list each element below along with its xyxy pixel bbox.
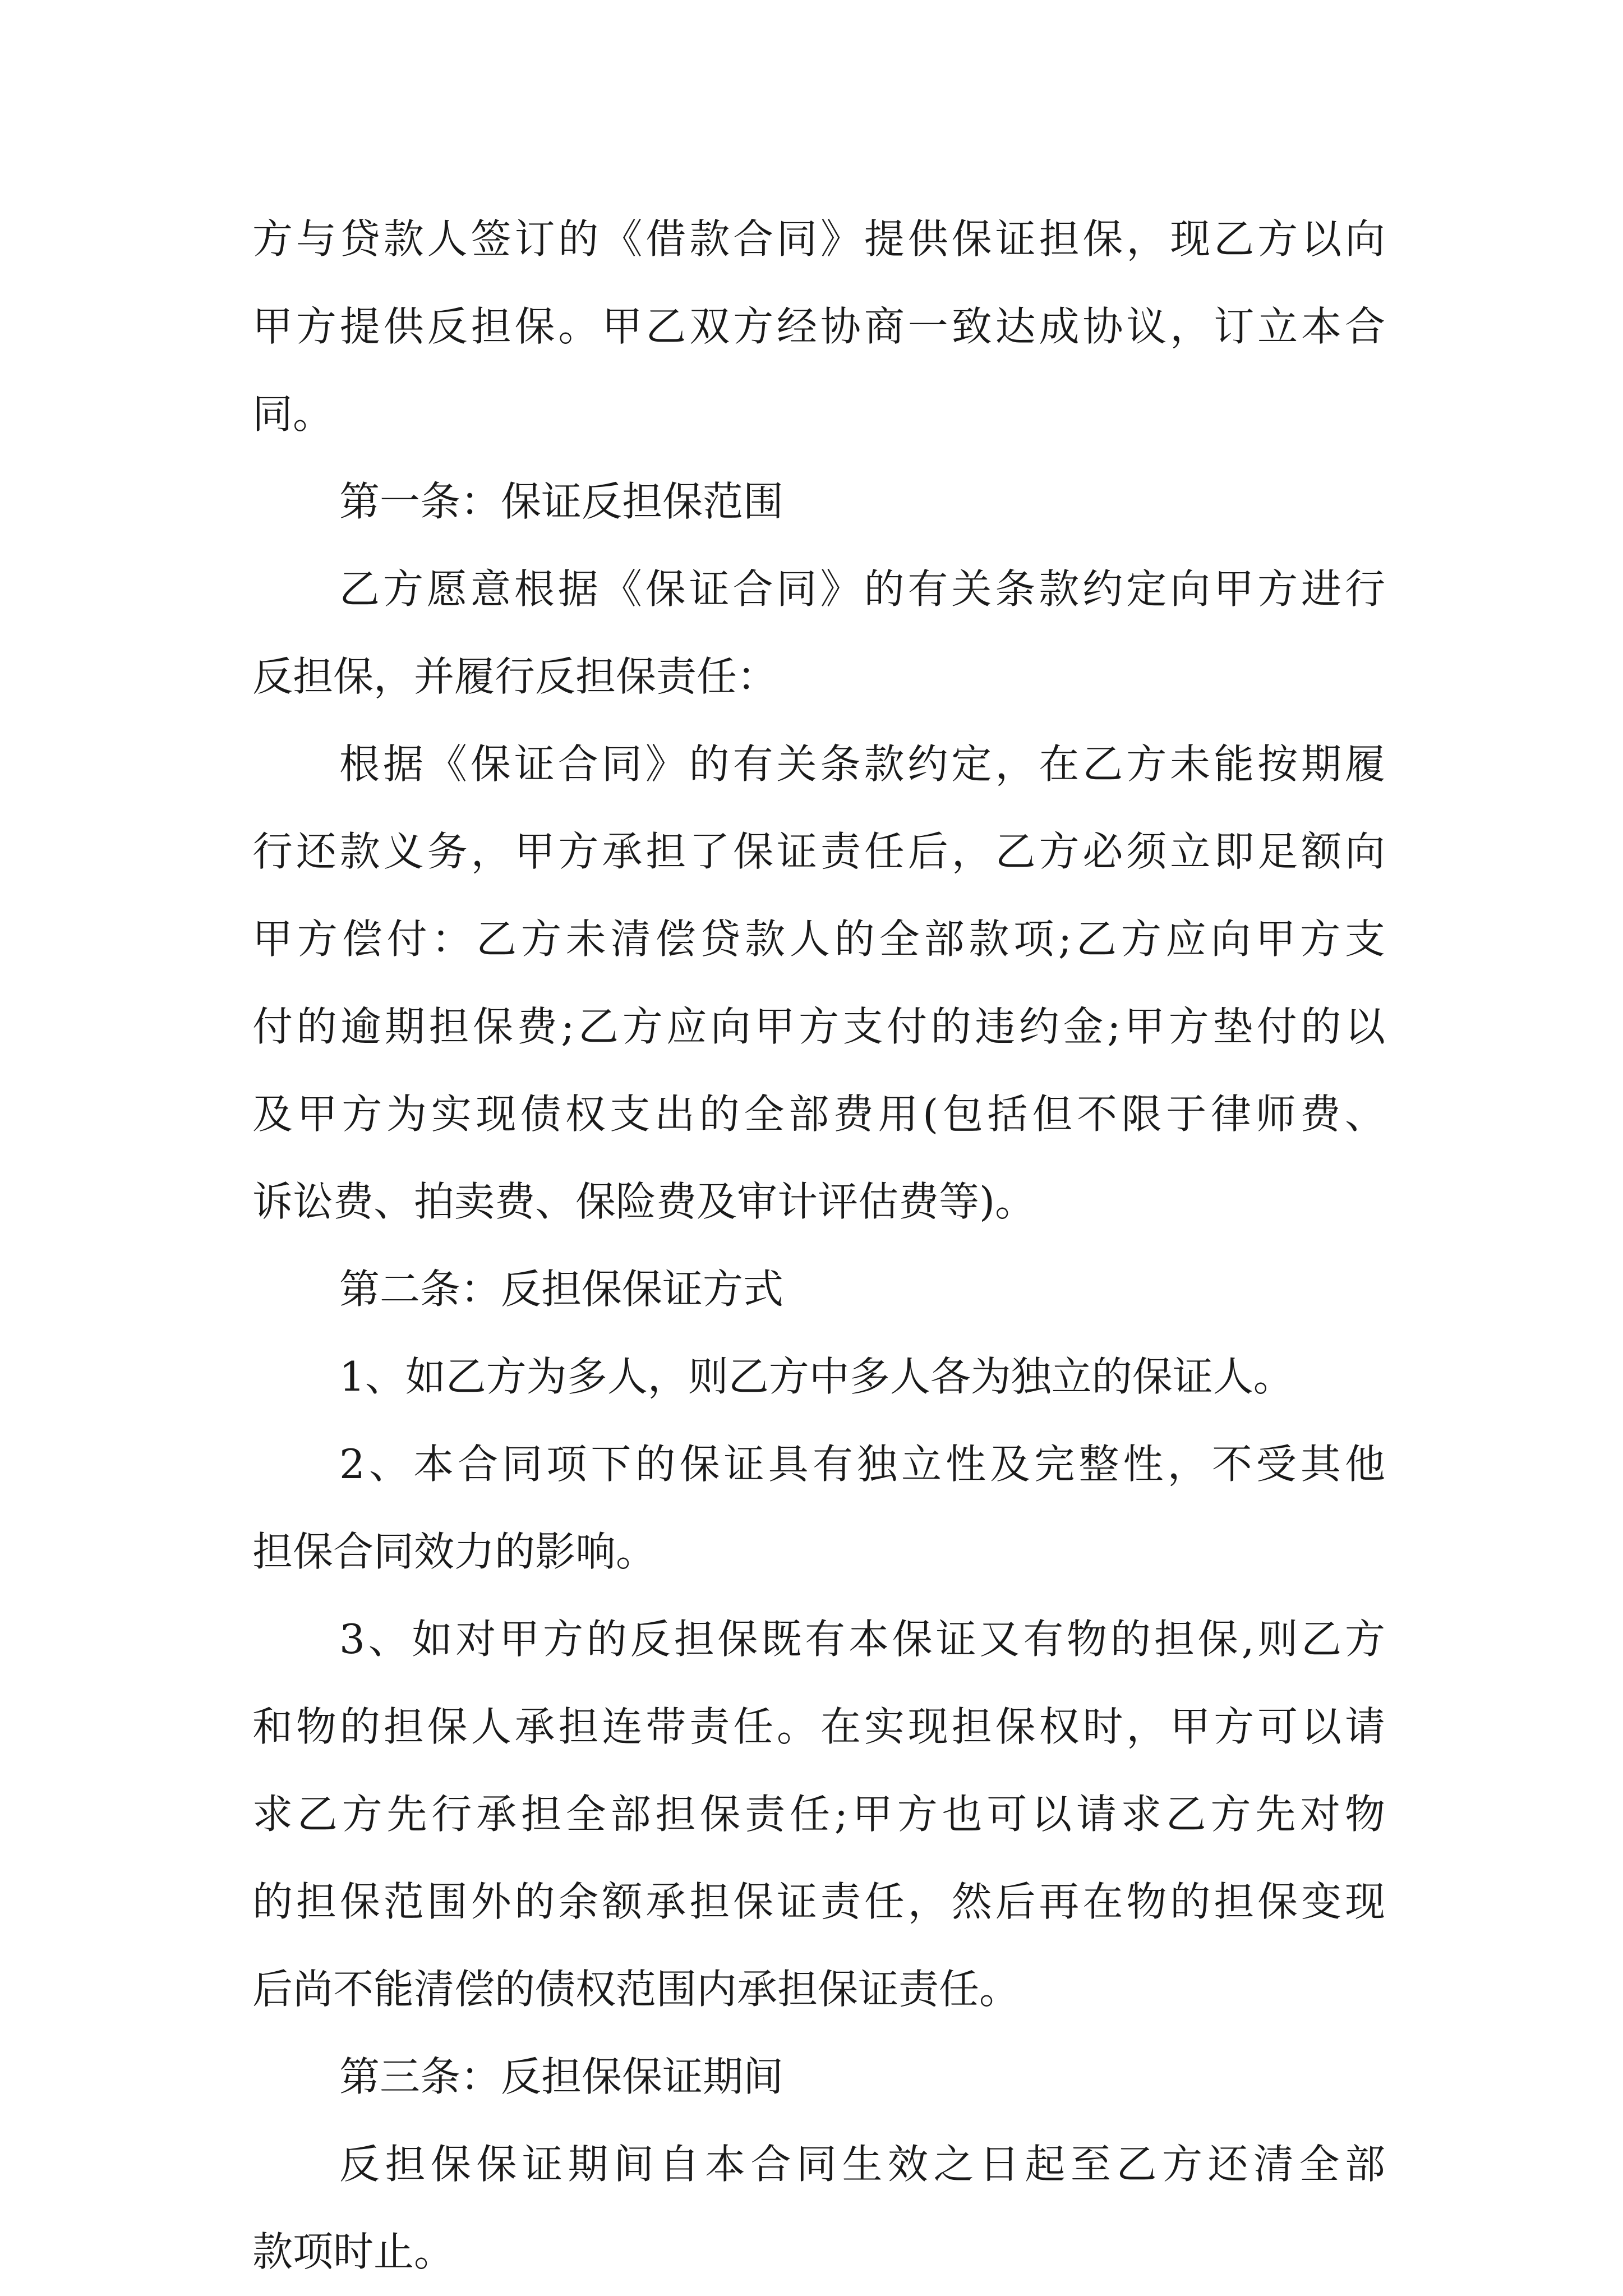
text-line: 甲方提供反担保。甲乙双方经协商一致达成协议，订立本合 <box>252 303 1385 350</box>
text-line: 甲方偿付：乙方未清偿贷款人的全部款项;乙方应向甲方支 <box>252 915 1385 963</box>
text-line: 后尚不能清偿的债权范围内承担保证责任。 <box>252 1966 1020 2013</box>
text-line: 2、本合同项下的保证具有独立性及完整性，不受其他 <box>339 1441 1385 1488</box>
text-line: 担保合同效力的影响。 <box>252 1528 657 1575</box>
section-heading-1: 第一条：保证反担保范围 <box>339 478 784 525</box>
text-line: 1、如乙方为多人，则乙方中多人各为独立的保证人。 <box>339 1353 1294 1400</box>
text-line: 根据《保证合同》的有关条款约定，在乙方未能按期履 <box>339 740 1385 788</box>
contract-text <box>252 195 1385 2295</box>
text-line: 求乙方先行承担全部担保责任;甲方也可以请求乙方先对物 <box>252 1791 1385 1838</box>
text-line: 乙方愿意根据《保证合同》的有关条款约定向甲方进行 <box>339 565 1385 613</box>
text-line: 诉讼费、拍卖费、保险费及审计评估费等)。 <box>252 1178 1036 1225</box>
text-line: 反担保，并履行反担保责任： <box>252 653 778 700</box>
text-line: 反担保保证期间自本合同生效之日起至乙方还清全部 <box>339 2141 1385 2188</box>
text-line: 付的逾期担保费;乙方应向甲方支付的违约金;甲方垫付的以 <box>252 1003 1385 1050</box>
text-line: 及甲方为实现债权支出的全部费用(包括但不限于律师费、 <box>252 1091 1385 1138</box>
text-line: 款项时止。 <box>252 2228 455 2275</box>
section-heading-2: 第二条：反担保保证方式 <box>339 1266 784 1313</box>
text-line: 方与贷款人签订的《借款合同》提供保证担保，现乙方以向 <box>252 215 1385 263</box>
text-line: 行还款义务，甲方承担了保证责任后，乙方必须立即足额向 <box>252 828 1385 875</box>
text-line: 和物的担保人承担连带责任。在实现担保权时，甲方可以请 <box>252 1703 1385 1750</box>
section-heading-3: 第三条：反担保保证期间 <box>339 2053 784 2100</box>
text-line: 的担保范围外的余额承担保证责任，然后再在物的担保变现 <box>252 1878 1385 1925</box>
text-line: 同。 <box>252 390 334 438</box>
text-line: 3、如对甲方的反担保既有本保证又有物的担保,则乙方 <box>339 1616 1385 1663</box>
